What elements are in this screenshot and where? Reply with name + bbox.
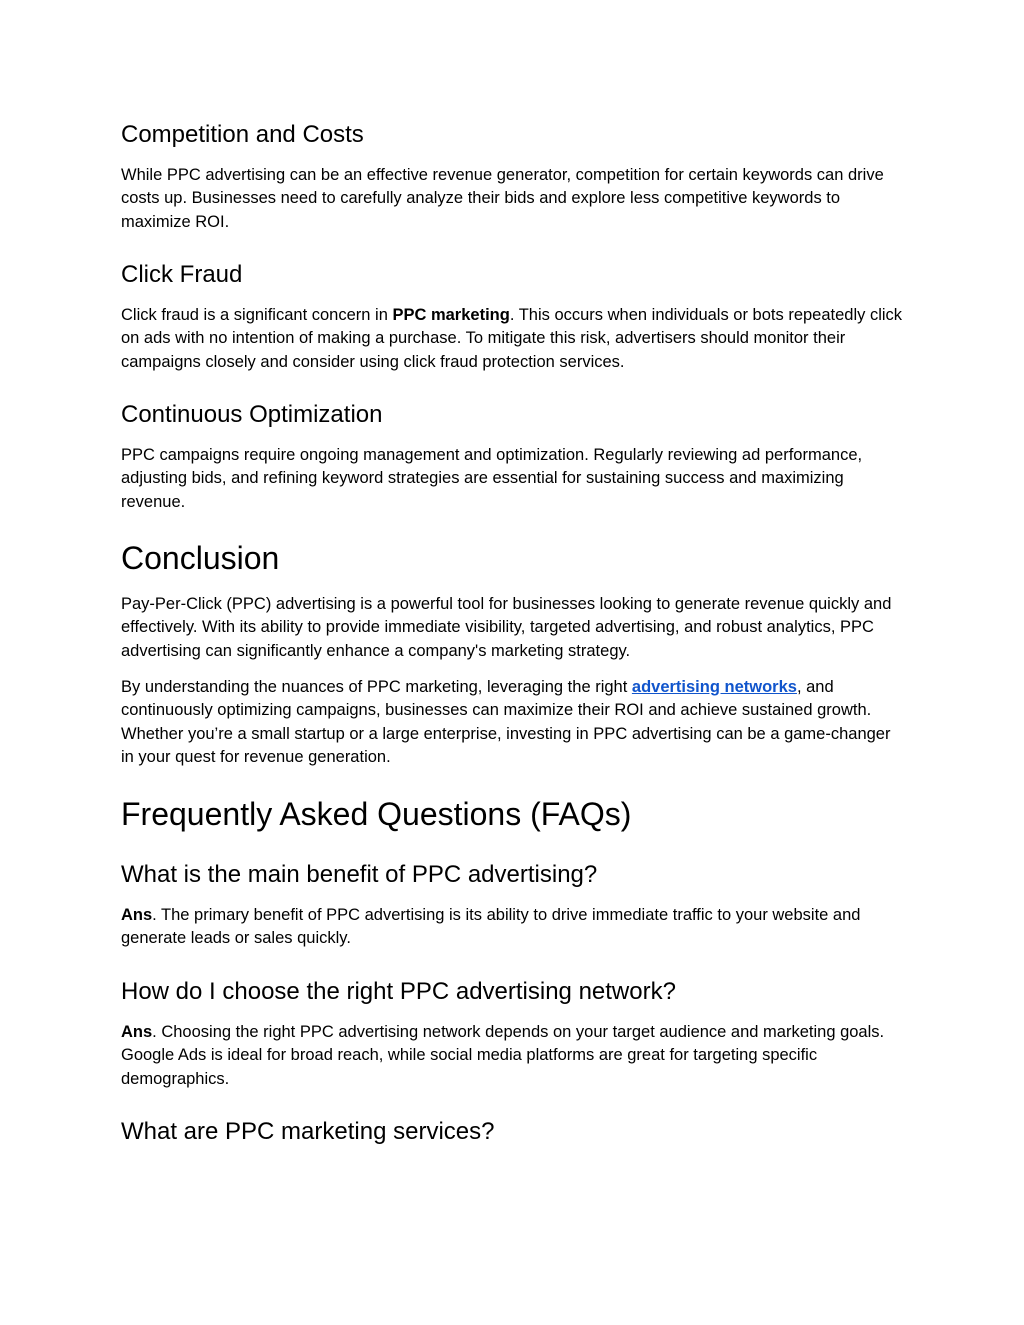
advertising-networks-link[interactable]: advertising networks — [631, 678, 797, 696]
faq-answer-label: Ans — [121, 1023, 153, 1041]
section-body-optimization: PPC campaigns require ongoing management and optimization. Regularly reviewing ad performance, adjusting bids, and refining keyword strategies are essential for sustaining success and maximizing revenue. — [121, 446, 863, 511]
click-fraud-text-after: . This occurs when individuals or bots repeatedly click on ads with no intention of making a purchase. To mitigate this risk, advertisers should monitor their campaigns closely and consider using click fraud protection services. — [121, 306, 903, 371]
faq-answer-2 — [121, 1021, 906, 1091]
faq-answer-label: Ans — [121, 906, 153, 924]
section-heading-click-fraud: Click Fraud — [121, 261, 243, 288]
faq-question-2: How do I choose the right PPC advertising network? — [121, 978, 676, 1005]
conclusion-text-before: By understanding the nuances of PPC marketing, leveraging the right — [121, 678, 632, 696]
faq-answer-text: . The primary benefit of PPC advertising is its ability to drive immediate traffic to your website and generate leads or sales quickly. — [121, 906, 861, 948]
click-fraud-bold-term: PPC marketing — [392, 306, 510, 324]
section-heading-faqs: Frequently Asked Questions (FAQs) — [121, 796, 632, 832]
section-heading-competition: Competition and Costs — [121, 121, 364, 148]
conclusion-paragraph-2 — [121, 676, 906, 769]
section-heading-conclusion: Conclusion — [121, 540, 280, 576]
faq-question-3: What are PPC marketing services? — [121, 1118, 495, 1145]
section-body-click-fraud — [121, 304, 906, 374]
conclusion-paragraph-1: Pay-Per-Click (PPC) advertising is a powerful tool for businesses looking to generate revenue quickly and effectively. With its ability to provide immediate visibility, targeted advertising, and robust analytics, PPC advertising can significantly enhance a company's marketing strategy. — [121, 595, 892, 660]
conclusion-text-after: , and continuously optimizing campaigns, businesses can maximize their ROI and achieve sustained growth. Whether you’re a small startup or a large enterprise, investing in PPC advertising can be a game-changer in your quest for revenue generation. — [121, 678, 891, 766]
faq-answer-text: . Choosing the right PPC advertising network depends on your target audience and marketing goals. Google Ads is ideal for broad reach, while social media platforms are great for targeting specific demographics. — [121, 1023, 885, 1088]
section-body-competition: While PPC advertising can be an effective revenue generator, competition for certain keywords can drive costs up. Businesses need to carefully analyze their bids and explore less competitive keywords to maximize ROI. — [121, 166, 884, 231]
faq-question-1: What is the main benefit of PPC advertising? — [121, 861, 598, 888]
faq-answer-1 — [121, 904, 906, 951]
click-fraud-text-before: Click fraud is a significant concern in — [121, 306, 393, 324]
section-heading-optimization: Continuous Optimization — [121, 401, 383, 428]
